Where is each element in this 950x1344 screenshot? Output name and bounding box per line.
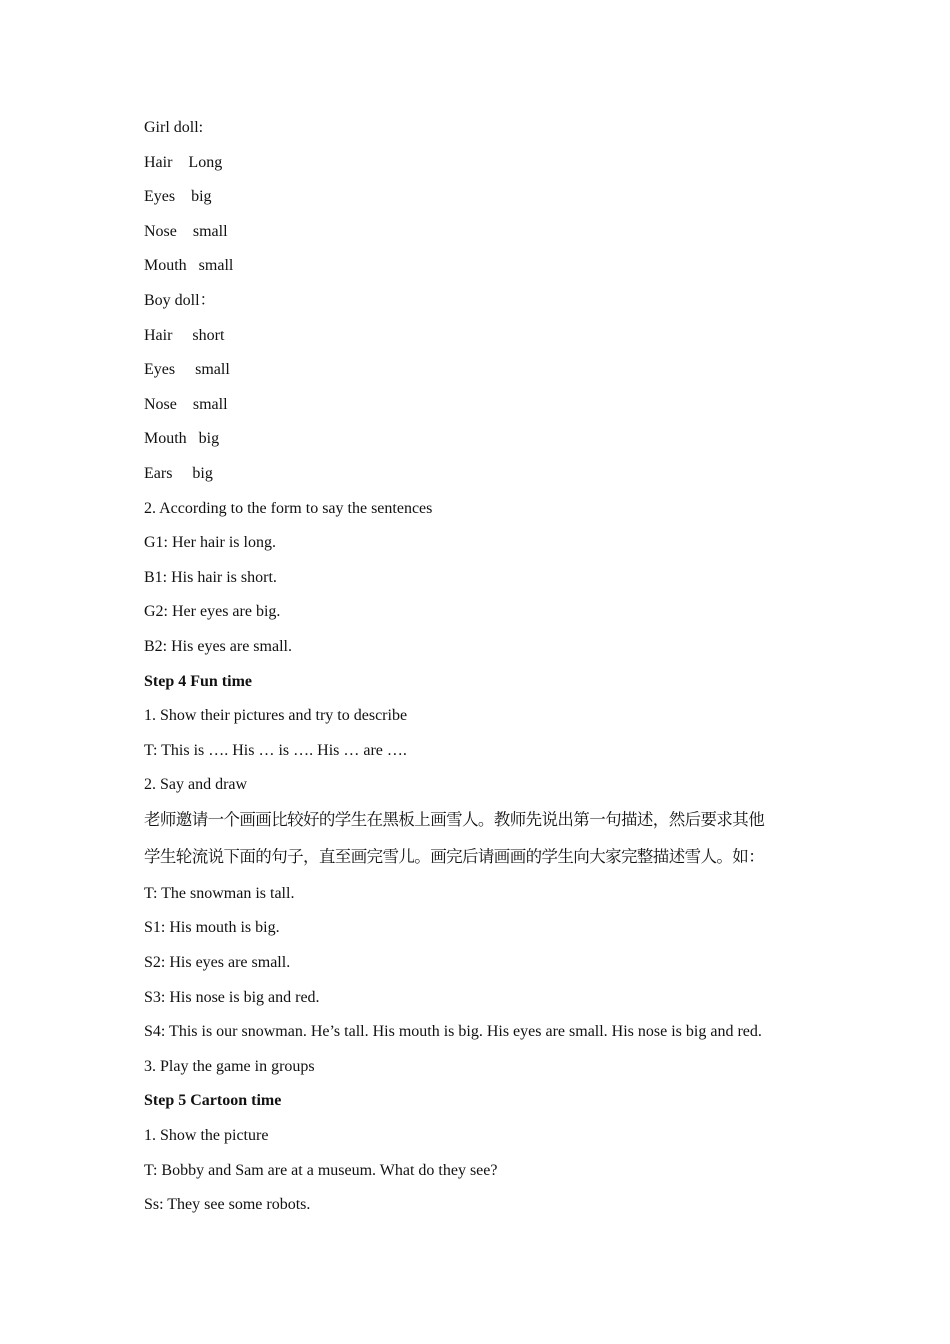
girl-nose-row: Nose small — [144, 222, 228, 240]
boy-eyes-row: Eyes small — [144, 361, 230, 379]
instruction-show-pictures: 1. Show their pictures and try to describe — [144, 707, 408, 725]
instruction-play-game: 3. Play the game in groups — [144, 1057, 315, 1075]
dialogue-line: B2: His eyes are small. — [144, 637, 292, 655]
instruction-show-picture: 1. Show the picture — [144, 1127, 269, 1145]
section-heading-step-4: Step 4 Fun time — [144, 672, 252, 690]
dialogue-line: S3: His nose is big and red. — [144, 988, 320, 1006]
dialogue-line: S1: His mouth is big. — [144, 919, 280, 937]
boy-nose-row: Nose small — [144, 395, 228, 413]
boy-hair-row: Hair short — [144, 326, 225, 344]
heading-girl-doll: Girl doll: — [144, 119, 204, 136]
girl-hair-row: Hair Long — [144, 153, 223, 171]
girl-mouth-row: Mouth small — [144, 257, 234, 275]
dialogue-line: G1: Her hair is long. — [144, 534, 276, 552]
dialogue-line: T: Bobby and Sam are at a museum. What do they see? — [144, 1161, 498, 1179]
heading-boy-doll: Boy doll： — [144, 291, 216, 309]
dialogue-line: Ss: They see some robots. — [144, 1196, 311, 1214]
instruction-form-sentences: 2. According to the form to say the sentences — [144, 499, 433, 517]
dialogue-line: B1: His hair is short. — [144, 568, 277, 586]
boy-mouth-row: Mouth big — [144, 430, 220, 448]
girl-eyes-row: Eyes big — [144, 188, 212, 206]
section-heading-step-5: Step 5 Cartoon time — [144, 1092, 282, 1110]
dialogue-line: G2: Her eyes are big. — [144, 603, 281, 621]
dialogue-line: S2: His eyes are small. — [144, 954, 291, 972]
dialogue-line: T: This is …. His … is …. His … are …. — [144, 741, 407, 759]
instruction-say-and-draw: 2. Say and draw — [144, 776, 248, 794]
chinese-paragraph-line: 老师邀请一个画画比较好的学生在黑板上画雪人。教师先说出第一句描述，然后要求其他 — [144, 809, 765, 829]
document-body — [144, 116, 824, 1228]
dialogue-line: S4: This is our snowman. He’s tall. His mouth is big. His eyes are small. His nose is big and red. — [144, 1023, 762, 1041]
dialogue-line: T: The snowman is tall. — [144, 884, 295, 902]
boy-ears-row: Ears big — [144, 464, 213, 482]
chinese-paragraph-line: 学生轮流说下面的句子，直至画完雪儿。画完后请画画的学生向大家完整描述雪人。如： — [144, 846, 765, 866]
